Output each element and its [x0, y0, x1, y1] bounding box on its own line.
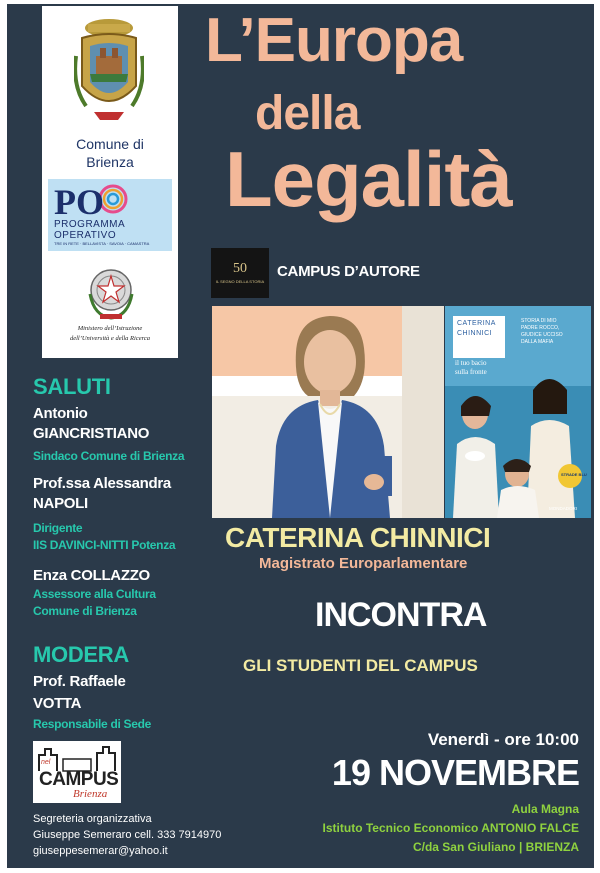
segreteria-line1: Segreteria organizzativa — [33, 813, 152, 825]
campus-badge-small: nel — [41, 759, 51, 766]
po-line2: OPERATIVO — [54, 230, 117, 241]
event-day-time: Venerdì - ore 10:00 — [427, 730, 579, 749]
saluti-person3-role2: Comune di Brienza — [33, 604, 137, 618]
segreteria-block — [33, 811, 253, 859]
saluti-person2-name1: Prof.ssa Alessandra — [33, 475, 171, 492]
studenti-subheading: GLI STUDENTI DEL CAMPUS — [243, 656, 478, 675]
venue-line3: C/da San Giuliano | BRIENZA — [412, 840, 579, 854]
venue-line1: Aula Magna — [511, 802, 579, 816]
ministero-text — [46, 324, 174, 344]
book-cover — [445, 306, 591, 518]
modera-name2: VOTTA — [33, 695, 82, 712]
campus-logo-sub: IL SEGNO DELLA STORIA — [215, 279, 265, 284]
book-blurb-line1: STORIA DI MIO — [521, 318, 557, 324]
speaker-portrait-icon — [212, 306, 444, 518]
saluti-person2-role2: IIS DAVINCI-NITTI Potenza — [33, 538, 176, 552]
title-line1: L’Europa — [205, 6, 463, 75]
modera-heading: MODERA — [33, 642, 129, 667]
speaker-name: CATERINA CHINNICI — [225, 522, 491, 553]
book-title-line2: il tuo bacio — [455, 359, 487, 367]
title-line3: Legalità — [225, 135, 512, 223]
po-line1: PROGRAMMA — [54, 219, 126, 230]
campus-50-logo — [211, 248, 269, 298]
po-letters: PO — [54, 182, 104, 222]
book-blurb-line3: GIUDICE UCCISO — [521, 332, 563, 338]
saluti-person3-role1: Assessore alla Cultura — [33, 587, 156, 601]
segreteria-line2: Giuseppe Semeraro cell. 333 7914970 — [33, 829, 222, 841]
modera-name1: Prof. Raffaele — [33, 673, 126, 690]
speaker-role: Magistrato Europarlamentare — [259, 555, 468, 572]
book-blurb-line4: DALLA MAFIA — [521, 339, 554, 345]
italian-republic-emblem-icon — [84, 264, 138, 322]
book-title-line1: È così lieve — [455, 350, 488, 358]
saluti-person1-role1: Sindaco Comune di Brienza — [33, 449, 185, 463]
saluti-person1-name2: GIANCRISTIANO — [33, 425, 150, 442]
poster — [7, 4, 594, 868]
book-publisher: MONDADORI — [549, 506, 577, 511]
incontra-heading: INCONTRA — [315, 596, 487, 634]
venue-line2: Istituto Tecnico Economico ANTONIO FALCE — [322, 821, 579, 835]
book-blurb-line2: PADRE ROCCO, — [521, 325, 560, 331]
modera-role: Responsabile di Sede — [33, 717, 152, 731]
comune-line2: Brienza — [86, 154, 134, 170]
book-title-line3: sulla fronte — [455, 368, 487, 376]
campus-brienza-logo — [33, 741, 121, 803]
logo-panel — [42, 6, 178, 358]
campus-logo-number: 50 — [233, 261, 247, 276]
saluti-person2-role1: Dirigente — [33, 521, 83, 535]
campus-badge-main: CAMPUS — [39, 769, 119, 790]
programma-operativo-logo — [48, 179, 172, 251]
comune-crest-icon — [74, 16, 144, 128]
saluti-person3-name1: Enza COLLAZZO — [33, 567, 150, 584]
book-author-line2: CHINNICI — [457, 330, 493, 337]
event-date: 19 NOVEMBRE — [331, 752, 579, 793]
campus-dautore-label: CAMPUS D’AUTORE — [277, 263, 420, 280]
speaker-photo — [212, 306, 444, 518]
saluti-person2-name2: NAPOLI — [33, 495, 88, 512]
saluti-heading: SALUTI — [33, 374, 111, 399]
ministero-line2: dell’Università e della Ricerca — [69, 335, 151, 342]
campus-badge-script: Brienza — [73, 788, 108, 800]
po-subtitle: TRE IN RETE · BELLAVISTA · SAVOIA · CAMASTRA — [54, 241, 150, 246]
book-author-line1: CATERINA — [457, 320, 496, 327]
saluti-person1-name1: Antonio — [33, 405, 88, 422]
book-badge: STRADE BLU — [561, 472, 587, 477]
segreteria-email[interactable]: giuseppesemerar@yahoo.it — [33, 845, 168, 857]
ministero-line1: Ministero dell’Istruzione — [77, 325, 143, 332]
comune-line1: Comune di — [76, 136, 144, 152]
title-line2: della — [255, 87, 360, 140]
